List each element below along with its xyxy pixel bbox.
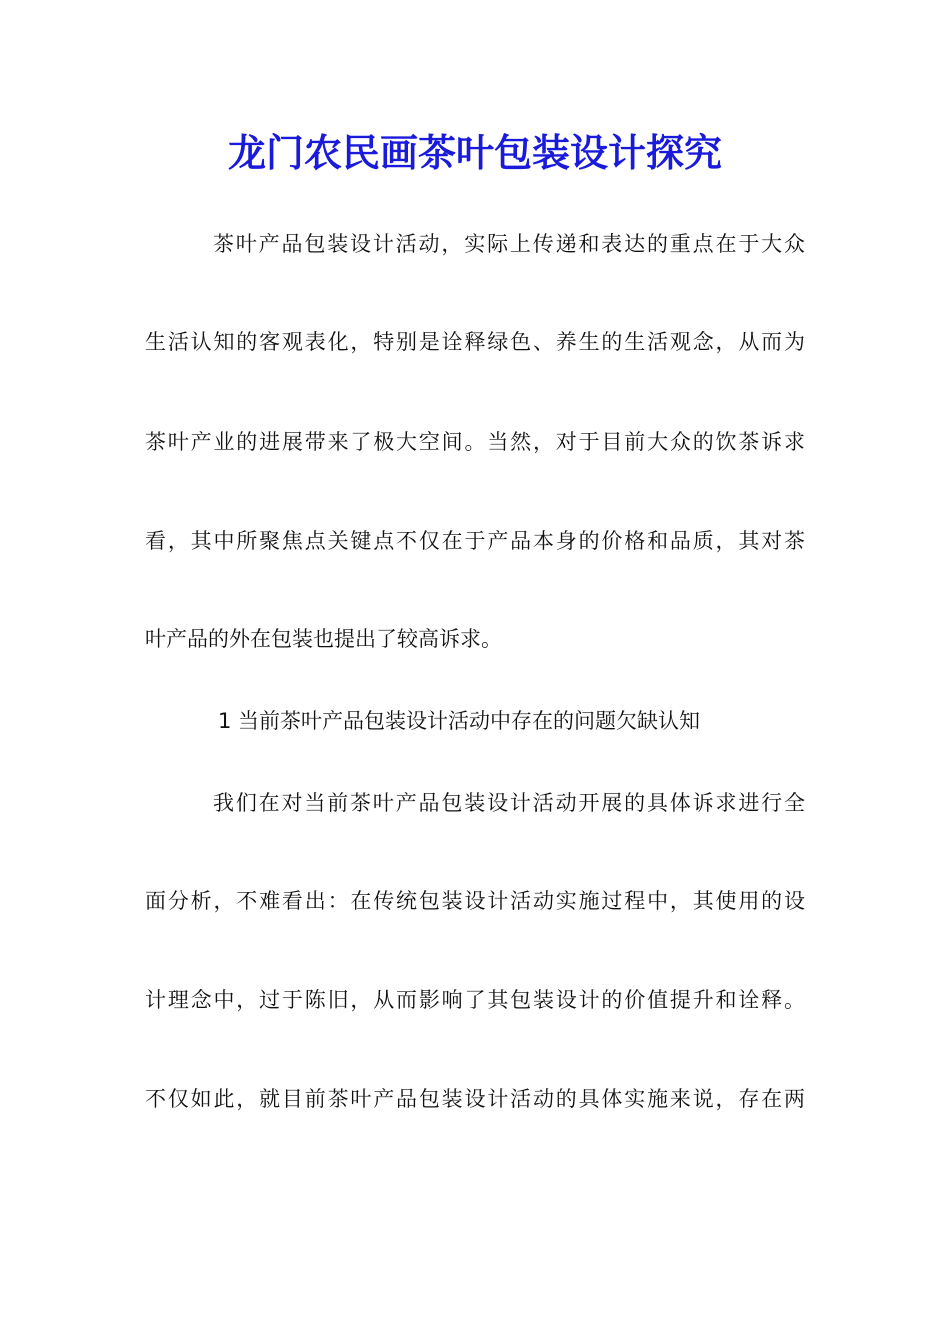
paragraph-line: 我们在对当前茶叶产品包装设计活动开展的具体诉求进行全 — [213, 791, 805, 815]
paragraph-line: 茶叶产品包装设计活动，实际上传递和表达的重点在于大众 — [213, 232, 805, 256]
document-title: 龙门农民画茶叶包装设计探究 — [227, 130, 722, 175]
paragraph-line: 叶产品的外在包装也提出了较高诉求。 — [145, 627, 502, 651]
paragraph-line: 茶叶产业的进展带来了极大空间。当然，对于目前大众的饮茶诉求 — [145, 430, 805, 454]
paragraph-line: 计理念中，过于陈旧，从而影响了其包装设计的价值提升和诠释。 — [145, 988, 805, 1012]
paragraph-line: 生活认知的客观表化，特别是诠释绿色、养生的生活观念，从而为 — [145, 330, 805, 354]
paragraph-line: 不仅如此，就目前茶叶产品包装设计活动的具体实施来说，存在两 — [145, 1087, 805, 1111]
paragraph-line: 面分析，不难看出：在传统包装设计活动实施过程中，其使用的设 — [145, 889, 805, 913]
section-heading: 1 当前茶叶产品包装设计活动中存在的问题欠缺认知 — [218, 709, 701, 733]
paragraph-line: 看，其中所聚焦点关键点不仅在于产品本身的价格和品质，其对茶 — [145, 529, 805, 553]
